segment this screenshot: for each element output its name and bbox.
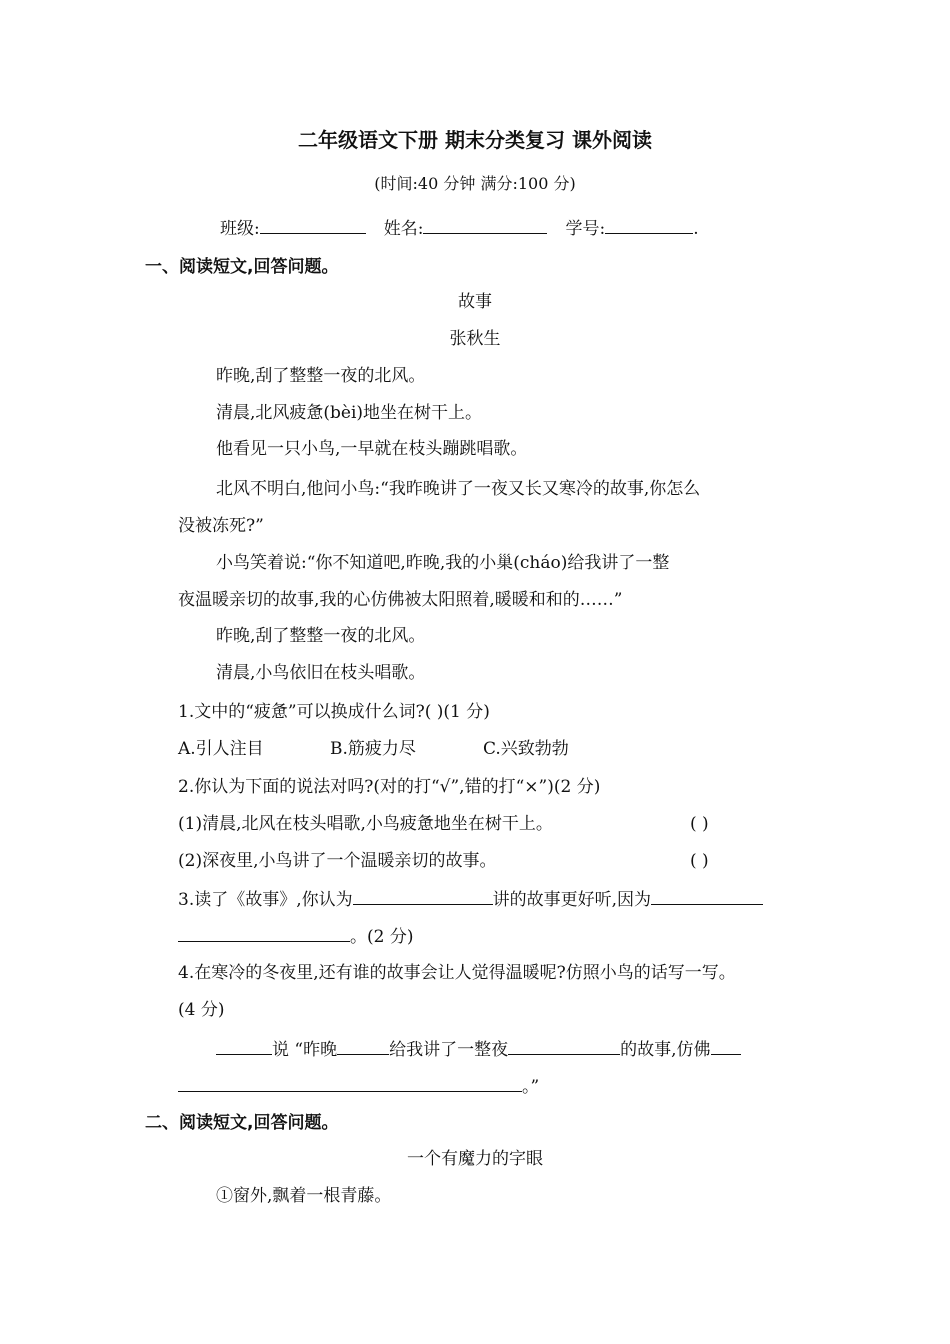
q2-item-2: (2)深夜里,小鸟讲了一个温暖亲切的故事。 [178,851,497,871]
q4-answer-line-1 [216,1038,741,1061]
story-paragraph: 昨晚,刮了整整一夜的北风。 [216,366,426,386]
q4-text-2: 给我讲了一整夜 [389,1040,509,1060]
q3-blank-3[interactable] [178,925,350,942]
q3-prompt-part-1: 3.读了《故事》,你认为 [178,890,353,910]
name-label: 姓名: [383,219,424,239]
q4-blank-5[interactable] [178,1075,522,1092]
q4-blank-2[interactable] [337,1038,389,1055]
q4-answer-line-2 [178,1075,539,1098]
story-paragraph: 清晨,小鸟依旧在枝头唱歌。 [216,663,426,683]
section-2-heading: 二、阅读短文,回答问题。 [145,1113,339,1133]
q2-item-2-answer-bracket[interactable]: ( ) [690,851,709,871]
q4-blank-who[interactable] [216,1038,272,1055]
story-2-paragraph: ①窗外,飘着一根青藤。 [216,1186,392,1206]
story-paragraph: 小鸟笑着说:“你不知道吧,昨晚,我的小巢(cháo)给我讲了一整 [216,553,670,573]
q1-option-a[interactable]: A.引人注目 [178,739,264,759]
story-paragraph: 昨晚,刮了整整一夜的北风。 [216,626,426,646]
q2-item-1-answer-bracket[interactable]: ( ) [690,814,709,834]
story-paragraph: 北风不明白,他问小鸟:“我昨晚讲了一夜又长又寒冷的故事,你怎么 [216,479,701,499]
q3-blank-2[interactable] [651,888,763,905]
id-label: 学号: [565,219,606,239]
class-blank[interactable] [260,217,366,234]
q2-item-1: (1)清晨,北风在枝头唱歌,小鸟疲惫地坐在树干上。 [178,814,553,834]
story-author: 张秋生 [449,329,501,349]
student-info-row [220,217,699,240]
q4-blank-3[interactable] [508,1038,620,1055]
page-title: 二年级语文下册 期末分类复习 课外阅读 [298,128,652,152]
q1-option-c[interactable]: C.兴致勃勃 [483,739,569,759]
q4-text-4: 。” [522,1077,540,1097]
id-blank[interactable] [605,217,693,234]
section-1-heading: 一、阅读短文,回答问题。 [145,257,339,277]
q3-prompt-part-3: 。(2 分) [350,927,414,947]
q4-text-1: 说 “昨晚 [272,1040,338,1060]
q4-blank-4[interactable] [711,1038,741,1055]
q4-text-3: 的故事,仿佛 [620,1040,711,1060]
story-title: 故事 [458,292,492,312]
q3-blank-1[interactable] [353,888,493,905]
question-1: 1.文中的“疲惫”可以换成什么词?( )(1 分) [178,702,490,722]
q1-option-b[interactable]: B.筋疲力尽 [330,739,416,759]
story-2-title: 一个有魔力的字眼 [407,1149,543,1169]
exam-subtitle: (时间:40 分钟 满分:100 分) [374,174,576,193]
class-label: 班级: [220,219,260,239]
name-blank[interactable] [423,217,547,234]
question-4: 4.在寒冷的冬夜里,还有谁的故事会让人觉得温暖呢?仿照小鸟的话写一写。 [178,963,736,983]
story-paragraph-cont: 夜温暖亲切的故事,我的心仿佛被太阳照着,暖暖和和的……” [178,590,623,610]
question-2: 2.你认为下面的说法对吗?(对的打“√”,错的打“×”)(2 分) [178,777,601,797]
question-4-points: (4 分) [178,1000,225,1020]
end-mark: . [693,219,699,239]
question-3-line-1 [178,888,763,911]
story-paragraph-cont: 没被冻死?” [178,516,264,536]
q3-prompt-part-2: 讲的故事更好听,因为 [492,890,652,910]
story-paragraph: 清晨,北风疲惫(bèi)地坐在树干上。 [216,403,483,423]
question-3-line-2 [178,925,413,948]
story-paragraph: 他看见一只小鸟,一早就在枝头蹦跳唱歌。 [216,439,528,459]
